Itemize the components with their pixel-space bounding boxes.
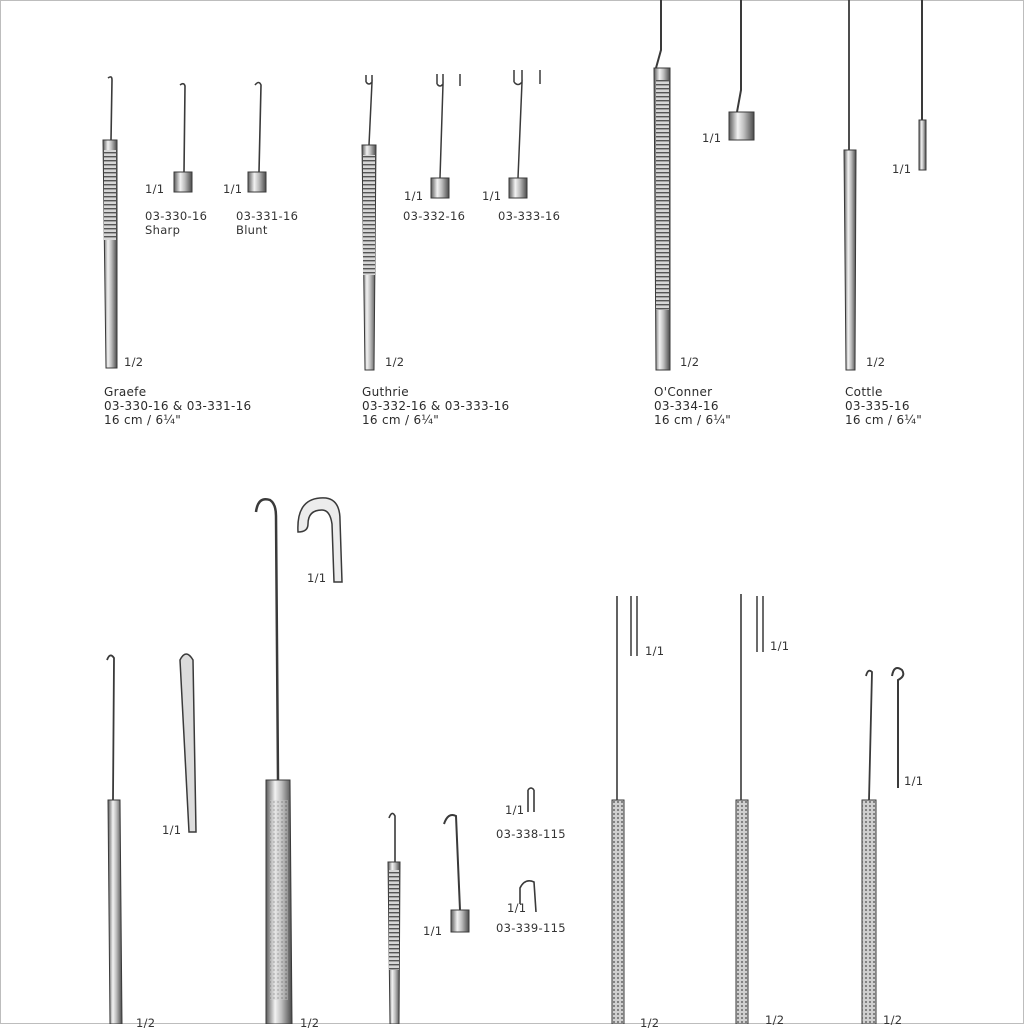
guthrie-b-code: 03-333-16 xyxy=(498,209,561,223)
hook-b-tip-detail xyxy=(298,498,342,582)
tip-a-scale: 1/1 xyxy=(505,803,525,817)
graefe-blunt-tip: Blunt xyxy=(236,223,268,237)
cottle-hook-instrument xyxy=(844,0,856,370)
probe-b-main-scale: 1/2 xyxy=(765,1013,785,1027)
probe-c-tip-detail xyxy=(892,668,903,788)
oconner-name: O'Conner xyxy=(654,385,713,399)
graefe-sharp-tip: Sharp xyxy=(145,223,181,237)
guthrie-caption xyxy=(362,385,510,427)
cottle-size: 16 cm / 6¼" xyxy=(845,413,923,427)
guthrie-size: 16 cm / 6¼" xyxy=(362,413,440,427)
graefe-blunt-scale: 1/1 xyxy=(223,182,243,196)
probe-b-detail-scale: 1/1 xyxy=(770,639,790,653)
hook-b-main-scale: 1/2 xyxy=(300,1016,320,1030)
probe-a-instrument xyxy=(612,596,624,1024)
probe-b-instrument xyxy=(736,594,748,1024)
probe-c-main-scale: 1/2 xyxy=(883,1013,903,1027)
cottle-detail-scale: 1/1 xyxy=(892,162,912,176)
graefe-hook-instrument xyxy=(103,77,117,368)
graefe-caption xyxy=(104,385,252,427)
probe-c-instrument xyxy=(862,671,876,1024)
hook-a-main-scale: 1/2 xyxy=(136,1016,156,1030)
guthrie-a-scale: 1/1 xyxy=(404,189,424,203)
probe-a-tip-detail xyxy=(631,596,637,656)
oconner-hook-instrument xyxy=(654,0,670,370)
cottle-codes: 03-335-16 xyxy=(845,399,910,413)
small-hook-instrument xyxy=(388,813,400,1024)
guthrie-name: Guthrie xyxy=(362,385,409,399)
probe-a-main-scale: 1/2 xyxy=(640,1016,660,1030)
oconner-detail-scale: 1/1 xyxy=(702,131,722,145)
graefe-name: Graefe xyxy=(104,385,147,399)
guthrie-tip-detail-b xyxy=(509,70,540,198)
cottle-tip-detail xyxy=(919,0,926,170)
oconner-tip-detail xyxy=(729,0,754,140)
small-hook-tip-detail xyxy=(444,815,469,932)
tip-03-338-115 xyxy=(528,788,534,812)
graefe-blunt-tip-detail xyxy=(248,83,266,193)
guthrie-main-scale: 1/2 xyxy=(385,355,405,369)
oconner-main-scale: 1/2 xyxy=(680,355,700,369)
guthrie-hook-instrument xyxy=(362,75,376,370)
cottle-name: Cottle xyxy=(845,385,883,399)
guthrie-tip-detail-a xyxy=(431,74,460,198)
tip-b-code: 03-339-115 xyxy=(496,921,566,935)
probe-a-detail-scale: 1/1 xyxy=(645,644,665,658)
graefe-codes: 03-330-16 & 03-331-16 xyxy=(104,399,252,413)
guthrie-codes: 03-332-16 & 03-333-16 xyxy=(362,399,510,413)
small-hook-detail-scale: 1/1 xyxy=(423,924,443,938)
hook-b-detail-scale: 1/1 xyxy=(307,571,327,585)
hook-b-instrument xyxy=(256,499,292,1024)
hook-a-detail-scale: 1/1 xyxy=(162,823,182,837)
oconner-size: 16 cm / 6¼" xyxy=(654,413,732,427)
oconner-caption xyxy=(654,385,731,427)
graefe-size: 16 cm / 6¼" xyxy=(104,413,182,427)
tip-a-code: 03-338-115 xyxy=(496,827,566,841)
probe-b-tip-detail xyxy=(757,596,763,652)
hook-a-instrument xyxy=(107,655,122,1024)
guthrie-b-scale: 1/1 xyxy=(482,189,502,203)
cottle-main-scale: 1/2 xyxy=(866,355,886,369)
graefe-main-scale: 1/2 xyxy=(124,355,144,369)
cottle-caption xyxy=(845,385,922,427)
guthrie-a-code: 03-332-16 xyxy=(403,209,466,223)
graefe-sharp-scale: 1/1 xyxy=(145,182,165,196)
oconner-codes: 03-334-16 xyxy=(654,399,719,413)
probe-c-detail-scale: 1/1 xyxy=(904,774,924,788)
graefe-sharp-code: 03-330-16 xyxy=(145,209,208,223)
graefe-blunt-code: 03-331-16 xyxy=(236,209,299,223)
graefe-sharp-tip-detail xyxy=(174,84,192,192)
tip-b-scale: 1/1 xyxy=(507,901,527,915)
hook-a-tip-detail xyxy=(180,654,196,832)
